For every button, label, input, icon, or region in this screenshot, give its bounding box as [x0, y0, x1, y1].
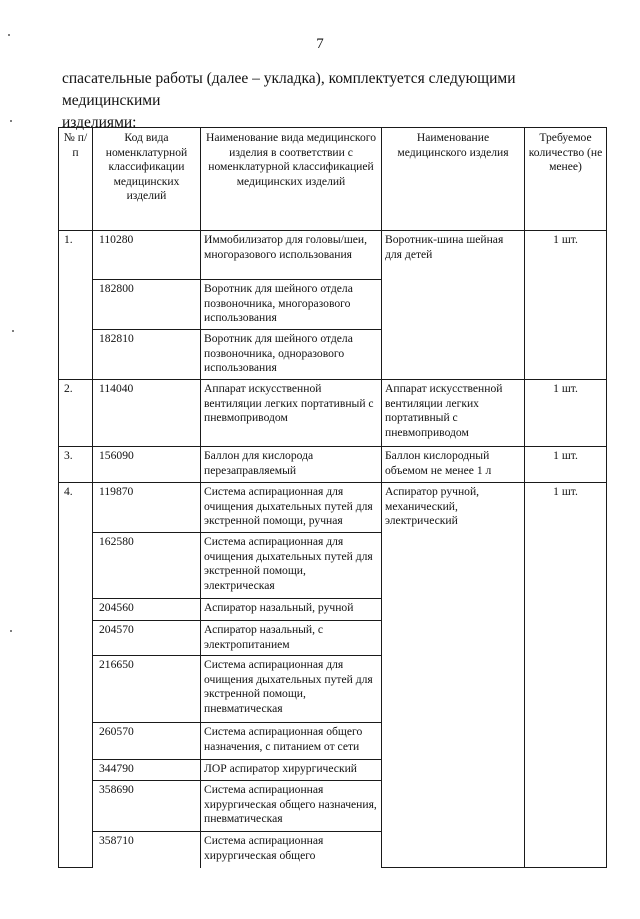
- type-name-cell: Аппарат искусственной вентиляции легких портативный с пневмоприводом: [201, 380, 382, 447]
- intro-paragraph: [62, 68, 602, 134]
- device-name-cell: Аппарат искусственной вентиляции легких портативный с пневмоприводом: [382, 380, 525, 447]
- type-name-cell: Система аспирационная хирургическая общего назначения, пневматическая: [201, 781, 382, 832]
- intro-line-2: изделиями:: [62, 114, 137, 131]
- type-name-cell: Система аспирационная для очищения дыхательных путей для экстренной помощи, электрическая: [201, 533, 382, 599]
- table-row: [59, 447, 607, 483]
- code-cell: 260570: [93, 723, 201, 760]
- type-name-cell: Аспиратор назальный, ручной: [201, 599, 382, 621]
- code-cell: 162580: [93, 533, 201, 599]
- type-name-cell: Система аспирационная общего назначения, с питанием от сети: [201, 723, 382, 760]
- type-name-cell: Воротник для шейного отдела позвоночника, одноразового использования: [201, 330, 382, 380]
- scan-speck: [12, 330, 14, 332]
- row-number: 1.: [59, 231, 93, 380]
- header-device-name: Наименование медицинского изделия: [382, 128, 525, 231]
- scan-speck: [8, 34, 10, 36]
- medical-devices-table: [58, 127, 607, 868]
- code-cell: 344790: [93, 760, 201, 781]
- intro-line-1: спасательные работы (далее – укладка), комплектуется следующими медицинскими: [62, 70, 516, 109]
- device-name-cell: Баллон кислородный объемом не менее 1 л: [382, 447, 525, 483]
- code-cell: 119870: [93, 483, 201, 533]
- page-number: 7: [316, 36, 324, 52]
- type-name-cell: Воротник для шейного отдела позвоночника, многоразового использования: [201, 280, 382, 330]
- type-name-cell: Аспиратор назальный, с электропитанием: [201, 621, 382, 656]
- quantity-cell: 1 шт.: [525, 380, 607, 447]
- table-header-row: [59, 128, 607, 231]
- code-cell: 358710: [93, 832, 201, 868]
- scan-speck: [10, 630, 12, 632]
- header-quantity: Требуемое количество (не менее): [525, 128, 607, 231]
- row-number: 2.: [59, 380, 93, 447]
- code-cell: 110280: [93, 231, 201, 280]
- quantity-cell: 1 шт.: [525, 483, 607, 868]
- table-row: [59, 483, 607, 533]
- table-row: [59, 231, 607, 280]
- row-number: 4.: [59, 483, 93, 868]
- type-name-cell: Иммобилизатор для головы/шеи, многоразового использования: [201, 231, 382, 280]
- type-name-cell: Система аспирационная для очищения дыхательных путей для экстренной помощи, ручная: [201, 483, 382, 533]
- type-name-cell: Система аспирационная хирургическая общего: [201, 832, 382, 868]
- table-row: [59, 380, 607, 447]
- code-cell: 358690: [93, 781, 201, 832]
- row-number: 3.: [59, 447, 93, 483]
- code-cell: 182800: [93, 280, 201, 330]
- code-cell: 182810: [93, 330, 201, 380]
- code-cell: 216650: [93, 656, 201, 723]
- scan-speck: [10, 120, 12, 122]
- header-code: Код вида номенклатурной классификации медицинских изделий: [93, 128, 201, 231]
- code-cell: 204560: [93, 599, 201, 621]
- quantity-cell: 1 шт.: [525, 231, 607, 380]
- type-name-cell: ЛОР аспиратор хирургический: [201, 760, 382, 781]
- quantity-cell: 1 шт.: [525, 447, 607, 483]
- header-number: № п/п: [59, 128, 93, 231]
- device-name-cell: Аспиратор ручной, механический, электрический: [382, 483, 525, 868]
- code-cell: 114040: [93, 380, 201, 447]
- code-cell: 156090: [93, 447, 201, 483]
- type-name-cell: Система аспирационная для очищения дыхательных путей для экстренной помощи, пневматическая: [201, 656, 382, 723]
- header-type-name: Наименование вида медицинского изделия в соответствии с номенклатурной классификацией медицинских изделий: [201, 128, 382, 231]
- device-name-cell: Воротник-шина шейная для детей: [382, 231, 525, 380]
- code-cell: 204570: [93, 621, 201, 656]
- type-name-cell: Баллон для кислорода перезаправляемый: [201, 447, 382, 483]
